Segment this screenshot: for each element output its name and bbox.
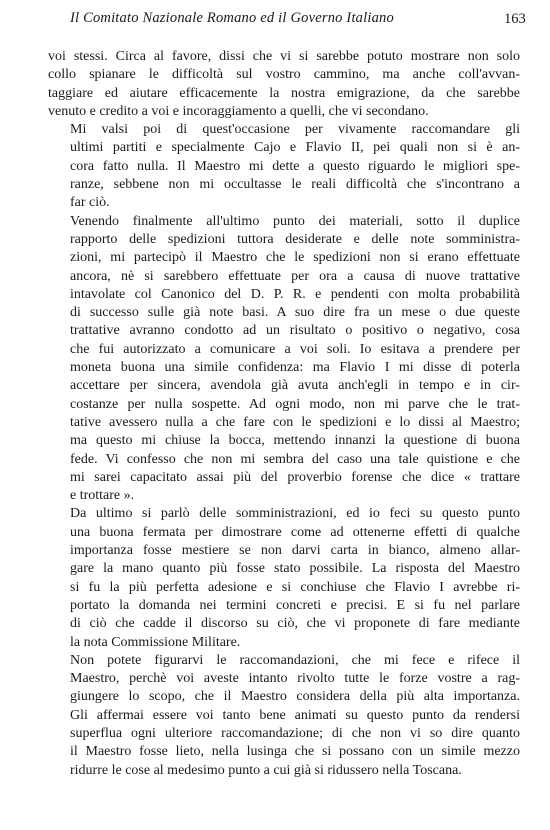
text-line: gare la mano quanto più fosse stato possibile. La risposta del Maestro — [70, 561, 520, 577]
text-line: collo spianare le difficoltà sul vostro cammino, ma anche coll'avvan- — [48, 67, 520, 83]
text-line: Venendo finalmente all'ultimo punto dei materiali, sotto il duplice — [70, 213, 520, 229]
text-line: tative avessero nulla a che fare con le spedizioni e lo dissi al Maestro; — [70, 414, 520, 430]
paragraph — [48, 121, 520, 212]
text-line: giungere lo scopo, che il Maestro considera della più alta importanza. — [70, 689, 520, 705]
text-line: Non potete figurarvi le raccomandazioni, che mi fece e rifece il — [70, 652, 520, 668]
text-line: Mi valsi poi di quest'occasione per vivamente raccomandare gli — [70, 122, 520, 138]
text-line: mi sarei capacitato assai più del proverbio forense che dice « trattare — [70, 469, 520, 485]
text-line: zioni, mi partecipò il Maestro che le spedizioni non si erano effettuate — [70, 250, 520, 266]
paragraph — [48, 48, 520, 121]
text-line: Gli affermai essere voi tanto bene animati su questo punto da rendersi — [70, 707, 520, 723]
text-line: ridurre le cose al medesimo punto a cui già si ridussero nella Toscana. — [70, 762, 462, 778]
text-line: trattative avranno condotto ad un risultato o positivo o negativo, cosa — [70, 323, 520, 339]
text-line: ranze, sebbene non mi occultasse le reali difficoltà che s'incontrano a — [70, 177, 520, 193]
text-line: il Maestro fosse lieto, nella lusinga che si possano con un simile mezzo — [70, 744, 520, 760]
text-line: una buona fermata per dimostrare come ad ottenerne effetti di qualche — [70, 524, 520, 540]
text-line: di ciò che cadde il discorso su ciò, che vi proponete di fare mediante — [70, 616, 520, 632]
paragraph — [48, 505, 520, 651]
paragraph — [48, 213, 520, 506]
text-line: Maestro, perchè voi aveste intanto rivolto tutte le forze vostre a rag- — [70, 671, 520, 687]
text-line: ultimi partiti e specialmente Cajo e Flavio II, pei quali non si è an- — [70, 140, 520, 156]
text-line: e trottare ». — [70, 488, 135, 504]
text-line: cora fatto nulla. Il Maestro mi dette a questo riguardo le migliori spe- — [70, 158, 520, 174]
text-line: la nota Commissione Militare. — [70, 634, 241, 650]
text-line: si fu la più perfetta adesione e si conchiuse che Flavio I avrebbe ri- — [70, 579, 520, 595]
text-line: accettare per sincera, avendola già avuta anch'egli in tempo e in cir- — [70, 378, 520, 394]
running-head: Il Comitato Nazionale Romano ed il Governo Italiano — [70, 10, 394, 26]
text-line: fede. Vi confesso che non mi sembra del caso una tale quistione e che — [70, 451, 520, 467]
text-line: Da ultimo si parlò delle somministrazioni, ed io feci su questo punto — [70, 506, 520, 522]
text-line: che fui autorizzato a comunicare a voi soli. Io esitava a prendere per — [70, 341, 520, 357]
text-line: far ciò. — [70, 195, 110, 211]
body-text — [48, 48, 520, 780]
text-line: portato la domanda nei termini concreti e precisi. E si fu nel parlare — [70, 597, 520, 613]
text-line: taggiare ed aiutare efficacemente la nostra emigrazione, da che sarebbe — [48, 85, 520, 101]
page-number: 163 — [504, 11, 526, 27]
text-line: superflua ogni ulteriore raccomandazione; di che non vi so dire quanto — [70, 725, 520, 741]
text-line: voi stessi. Circa al favore, dissi che vi si sarebbe potuto mostrare non solo — [48, 49, 520, 64]
text-line: intavolate col Canonico del D. P. R. e pendenti con molta probabilità — [70, 286, 520, 302]
text-line: ma questo mi chiuse la bocca, mettendo innanzi la questione di buona — [70, 433, 520, 449]
text-line: importanza fosse mestiere se non darvi carta in bianco, almeno allar- — [70, 543, 520, 559]
text-line: di successo sulle già note basi. A suo dire fra un mese o due queste — [70, 305, 520, 321]
text-line: rapporto delle spedizioni tuttora desiderate e delle note somministra- — [70, 231, 520, 247]
text-line: venuto e credito a voi e incoraggiamento a quelli, che vi secondano. — [48, 103, 429, 119]
text-line: ancora, nè si sarebbero effettuate per ora a causa di nuove trattative — [70, 268, 520, 284]
text-line: costanze per nulla sospette. Ad ogni modo, non mi parve che le trat- — [70, 396, 520, 412]
text-line: moneta buona una simile confidenza: ma Flavio I mi disse di poterla — [70, 360, 520, 376]
paragraph — [48, 652, 520, 780]
